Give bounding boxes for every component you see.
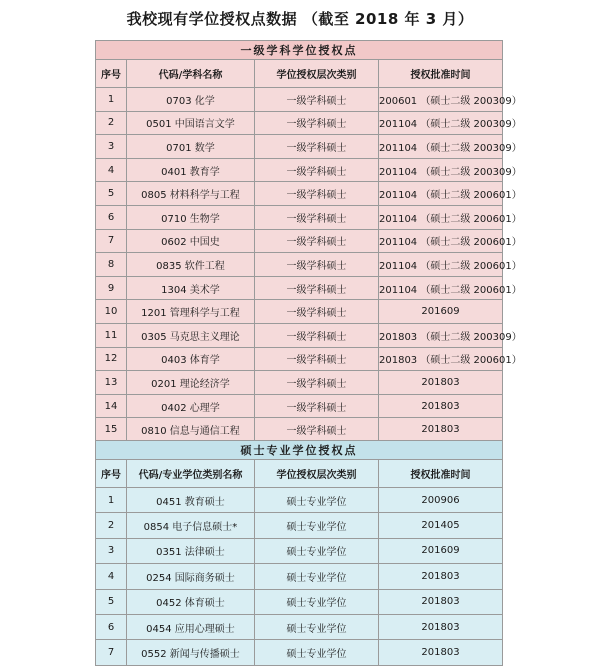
cell-number: 12 xyxy=(96,347,127,371)
table-row xyxy=(96,323,503,347)
header-name: 代码/专业学位类别名称 xyxy=(127,460,255,488)
cell-number: 7 xyxy=(96,229,127,253)
cell-name: 0454 应用心理硕士 xyxy=(127,614,255,639)
table-row xyxy=(96,276,503,300)
table-row xyxy=(96,205,503,229)
cell-level: 一级学科硕士 xyxy=(255,111,379,135)
cell-name: 0710 生物学 xyxy=(127,205,255,229)
cell-level: 一级学科硕士 xyxy=(255,347,379,371)
section-heading: 硕士专业学位授权点 xyxy=(96,441,503,460)
cell-level: 一级学科硕士 xyxy=(255,253,379,277)
cell-approval-time: 201803 （硕士二级 200309） xyxy=(379,323,503,347)
cell-name: 0501 中国语言文学 xyxy=(127,111,255,135)
cell-name: 1201 管理科学与工程 xyxy=(127,300,255,324)
header-time: 授权批准时间 xyxy=(379,460,503,488)
cell-approval-time: 201104 （硕士二级 200601） xyxy=(379,229,503,253)
cell-approval-time: 201405 xyxy=(379,513,503,538)
cell-number: 13 xyxy=(96,371,127,395)
cell-approval-time: 201803 xyxy=(379,394,503,418)
cell-name: 0403 体育学 xyxy=(127,347,255,371)
cell-approval-time: 201104 （硕士二级 200309） xyxy=(379,135,503,159)
cell-name: 0452 体育硕士 xyxy=(127,589,255,614)
table-row xyxy=(96,538,503,563)
cell-level: 硕士专业学位 xyxy=(255,488,379,513)
cell-number: 5 xyxy=(96,182,127,206)
cell-name: 0254 国际商务硕士 xyxy=(127,564,255,589)
cell-level: 硕士专业学位 xyxy=(255,538,379,563)
cell-name: 1304 美术学 xyxy=(127,276,255,300)
table-row xyxy=(96,394,503,418)
cell-level: 硕士专业学位 xyxy=(255,614,379,639)
table-row xyxy=(96,253,503,277)
table-row xyxy=(96,229,503,253)
cell-level: 硕士专业学位 xyxy=(255,564,379,589)
cell-number: 10 xyxy=(96,300,127,324)
table-row xyxy=(96,182,503,206)
cell-number: 3 xyxy=(96,135,127,159)
cell-name: 0451 教育硕士 xyxy=(127,488,255,513)
cell-name: 0703 化学 xyxy=(127,88,255,112)
cell-approval-time: 201104 （硕士二级 200601） xyxy=(379,253,503,277)
cell-approval-time: 201104 （硕士二级 200309） xyxy=(379,158,503,182)
cell-number: 2 xyxy=(96,513,127,538)
cell-level: 硕士专业学位 xyxy=(255,589,379,614)
cell-number: 7 xyxy=(96,640,127,665)
cell-name: 0805 材料科学与工程 xyxy=(127,182,255,206)
cell-approval-time: 201803 xyxy=(379,371,503,395)
cell-approval-time: 201803 xyxy=(379,564,503,589)
cell-name: 0402 心理学 xyxy=(127,394,255,418)
cell-name: 0201 理论经济学 xyxy=(127,371,255,395)
cell-approval-time: 201803 xyxy=(379,589,503,614)
cell-approval-time: 200601 （硕士二级 200309） xyxy=(379,88,503,112)
cell-level: 一级学科硕士 xyxy=(255,418,379,442)
table-row xyxy=(96,640,503,665)
cell-approval-time: 201803 xyxy=(379,614,503,639)
cell-number: 6 xyxy=(96,205,127,229)
cell-level: 硕士专业学位 xyxy=(255,640,379,665)
table-row xyxy=(96,564,503,589)
header-level: 学位授权层次类别 xyxy=(255,60,379,88)
cell-approval-time: 201803 （硕士二级 200601） xyxy=(379,347,503,371)
cell-number: 9 xyxy=(96,276,127,300)
header-name: 代码/学科名称 xyxy=(127,60,255,88)
cell-approval-time: 200906 xyxy=(379,488,503,513)
cell-level: 一级学科硕士 xyxy=(255,276,379,300)
cell-name: 0854 电子信息硕士* xyxy=(127,513,255,538)
cell-number: 8 xyxy=(96,253,127,277)
cell-approval-time: 201104 （硕士二级 200309） xyxy=(379,111,503,135)
table-row xyxy=(96,135,503,159)
cell-approval-time: 201104 （硕士二级 200601） xyxy=(379,182,503,206)
cell-approval-time: 201803 xyxy=(379,640,503,665)
header-no: 序号 xyxy=(96,60,127,88)
table-row xyxy=(96,300,503,324)
cell-number: 3 xyxy=(96,538,127,563)
cell-number: 4 xyxy=(96,158,127,182)
cell-name: 0701 数学 xyxy=(127,135,255,159)
header-level: 学位授权层次类别 xyxy=(255,460,379,488)
cell-name: 0602 中国史 xyxy=(127,229,255,253)
cell-number: 6 xyxy=(96,614,127,639)
cell-level: 一级学科硕士 xyxy=(255,88,379,112)
table-row xyxy=(96,158,503,182)
cell-name: 0351 法律硕士 xyxy=(127,538,255,563)
table-row xyxy=(96,347,503,371)
cell-number: 1 xyxy=(96,88,127,112)
cell-level: 一级学科硕士 xyxy=(255,229,379,253)
cell-approval-time: 201803 xyxy=(379,418,503,442)
cell-name: 0810 信息与通信工程 xyxy=(127,418,255,442)
cell-approval-time: 201104 （硕士二级 200601） xyxy=(379,205,503,229)
cell-number: 14 xyxy=(96,394,127,418)
cell-number: 5 xyxy=(96,589,127,614)
cell-level: 一级学科硕士 xyxy=(255,135,379,159)
cell-number: 11 xyxy=(96,323,127,347)
cell-level: 一级学科硕士 xyxy=(255,394,379,418)
table-row xyxy=(96,589,503,614)
professional-degree-table xyxy=(95,440,503,666)
cell-number: 4 xyxy=(96,564,127,589)
page-title: 我校现有学位授权点数据 （截至 2018 年 3 月） xyxy=(126,10,474,28)
cell-level: 一级学科硕士 xyxy=(255,182,379,206)
table-row xyxy=(96,614,503,639)
cell-level: 一级学科硕士 xyxy=(255,205,379,229)
cell-number: 1 xyxy=(96,488,127,513)
cell-level: 一级学科硕士 xyxy=(255,323,379,347)
section-heading: 一级学科学位授权点 xyxy=(96,41,503,60)
table-row xyxy=(96,418,503,442)
table-row xyxy=(96,513,503,538)
cell-number: 2 xyxy=(96,111,127,135)
cell-approval-time: 201609 xyxy=(379,538,503,563)
cell-level: 一级学科硕士 xyxy=(255,300,379,324)
cell-name: 0835 软件工程 xyxy=(127,253,255,277)
header-no: 序号 xyxy=(96,460,127,488)
cell-name: 0401 教育学 xyxy=(127,158,255,182)
cell-level: 硕士专业学位 xyxy=(255,513,379,538)
cell-approval-time: 201104 （硕士二级 200601） xyxy=(379,276,503,300)
cell-number: 15 xyxy=(96,418,127,442)
cell-approval-time: 201609 xyxy=(379,300,503,324)
table-row xyxy=(96,371,503,395)
discipline-table xyxy=(95,40,522,442)
cell-level: 一级学科硕士 xyxy=(255,371,379,395)
cell-name: 0305 马克思主义理论 xyxy=(127,323,255,347)
header-time: 授权批准时间 xyxy=(379,60,503,88)
cell-level: 一级学科硕士 xyxy=(255,158,379,182)
table-row xyxy=(96,111,503,135)
cell-name: 0552 新闻与传播硕士 xyxy=(127,640,255,665)
table-row xyxy=(96,488,503,513)
table-row xyxy=(96,88,503,112)
